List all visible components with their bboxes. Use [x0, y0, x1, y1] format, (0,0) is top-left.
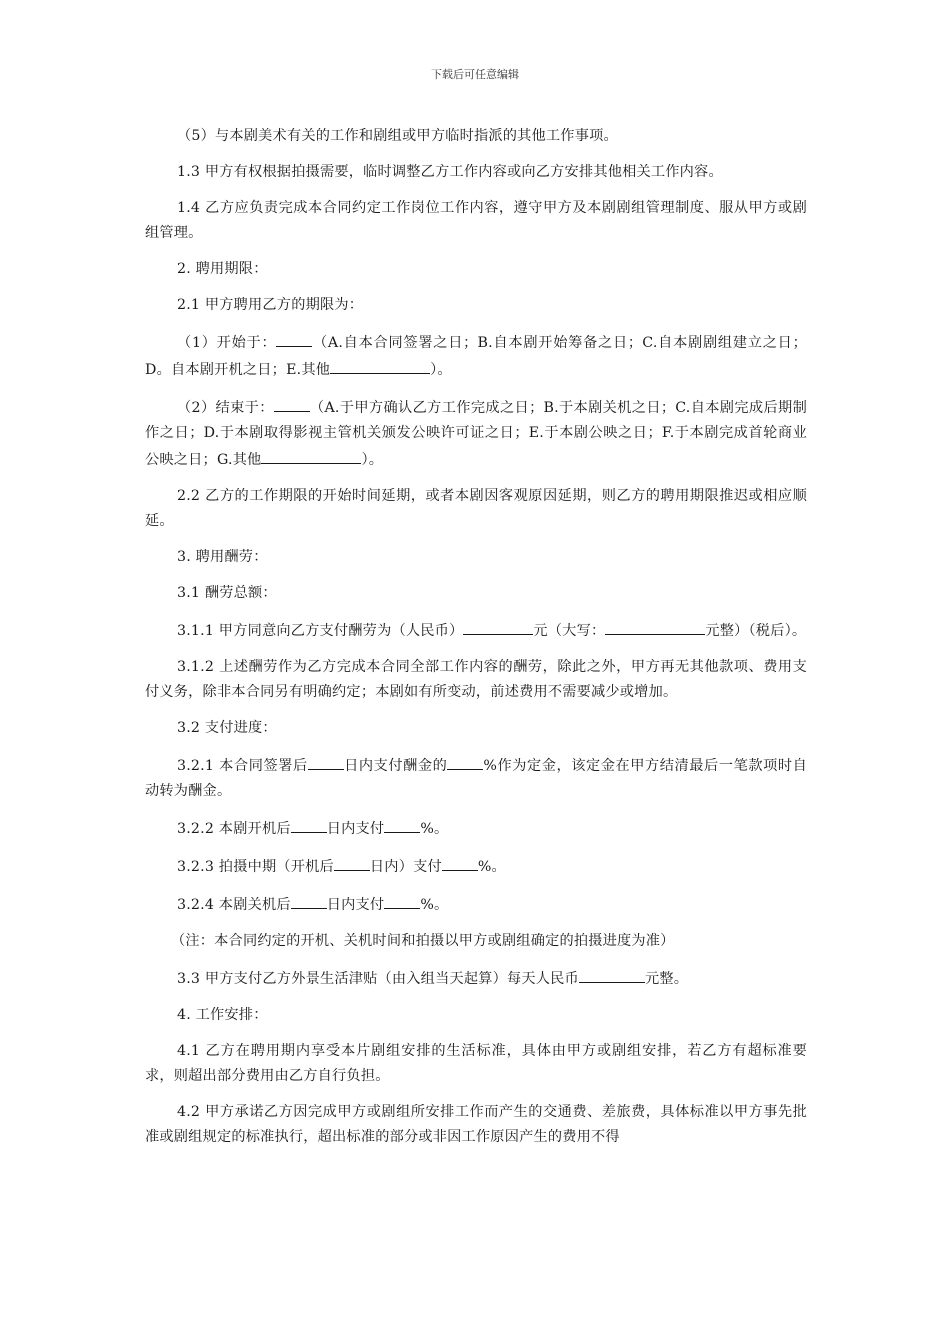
- fill-blank: [291, 891, 327, 909]
- text: 日内支付酬金的: [343, 758, 448, 774]
- text: （2）结束于：: [177, 400, 274, 416]
- paragraph: 3.1 酬劳总额：: [177, 585, 277, 601]
- paragraph-fee: [145, 617, 807, 644]
- fill-blank: [276, 329, 312, 347]
- paragraph: 1.3 甲方有权根据拍摄需要，临时调整乙方工作内容或向乙方安排其他相关工作内容。: [177, 164, 723, 180]
- fill-blank: [291, 815, 327, 833]
- fill-blank: [463, 617, 533, 635]
- text: 日内）支付: [369, 859, 442, 875]
- text: 日内支付: [326, 821, 385, 837]
- text: ）。: [361, 452, 384, 468]
- text: %作为定金，该定金在甲方结清最后一笔款项时自动转为酬金。: [145, 758, 807, 799]
- note: （注：本合同约定的开机、关机时间和拍摄以甲方或剧组确定的拍摄进度为准）: [171, 933, 675, 949]
- text: %。: [420, 821, 449, 837]
- text: （1）开始于：: [177, 335, 277, 351]
- paragraph-payment-2: [145, 815, 807, 842]
- text: （A.自本合同签署之日；B.自本剧开始筹备之日；C.自本剧剧组建立之日；D。自本剧开机之日；E.其他: [145, 335, 807, 378]
- section-heading: 4. 工作安排：: [177, 1007, 268, 1023]
- text: 日内支付: [326, 897, 385, 913]
- text: 3.2.3 拍摄中期（开机后: [177, 859, 334, 875]
- paragraph-payment-4: [145, 891, 807, 918]
- fill-blank: [384, 815, 420, 833]
- paragraph: 2.1 甲方聘用乙方的期限为：: [177, 297, 364, 313]
- fill-blank: [308, 752, 344, 770]
- paragraph: （5）与本剧美术有关的工作和剧组或甲方临时指派的其他工作事项。: [177, 128, 618, 144]
- text: %。: [420, 897, 449, 913]
- section-heading: 3. 聘用酬劳：: [177, 549, 268, 565]
- fill-blank: [442, 853, 478, 871]
- text: 3.2.4 本剧关机后: [177, 897, 291, 913]
- text: ）。: [430, 362, 452, 378]
- fill-blank: [330, 356, 430, 374]
- paragraph-payment-3: [145, 853, 807, 880]
- text: 元（大写：: [533, 623, 606, 639]
- paragraph-allowance: [145, 965, 807, 992]
- contract-body: [145, 124, 807, 1161]
- text: 元整。: [644, 971, 689, 987]
- paragraph: 1.4 乙方应负责完成本合同约定工作岗位工作内容，遵守甲方及本剧剧组管理制度、服从甲方或剧组管理。: [145, 200, 807, 241]
- text: 3.2.1 本合同签署后: [177, 758, 308, 774]
- paragraph: 4.2 甲方承诺乙方因完成甲方或剧组所安排工作而产生的交通费、差旅费，具体标准以甲方事先批准或剧组规定的标准执行，超出标准的部分或非因工作原因产生的费用不得: [145, 1104, 807, 1145]
- fill-blank: [274, 394, 310, 412]
- text: %。: [477, 859, 506, 875]
- paragraph-start-date: [145, 329, 807, 383]
- fill-blank: [579, 965, 645, 983]
- page-header: 下载后可任意编辑: [431, 68, 519, 81]
- paragraph-end-date: [145, 394, 807, 473]
- paragraph-payment-1: [145, 752, 807, 804]
- paragraph: 3.2 支付进度：: [177, 720, 277, 736]
- fill-blank: [334, 853, 370, 871]
- text: 3.1.1 甲方同意向乙方支付酬劳为（人民币）: [177, 623, 464, 639]
- fill-blank: [447, 752, 483, 770]
- fill-blank: [384, 891, 420, 909]
- paragraph: 2.2 乙方的工作期限的开始时间延期，或者本剧因客观原因延期，则乙方的聘用期限推迟或相应顺延。: [145, 488, 807, 529]
- text: 元整）（税后）。: [705, 623, 807, 639]
- section-heading: 2. 聘用期限：: [177, 261, 268, 277]
- fill-blank: [605, 617, 705, 635]
- text: 3.3 甲方支付乙方外景生活津贴（由入组当天起算）每天人民币: [177, 971, 579, 987]
- fill-blank: [261, 446, 361, 464]
- text: （A.于甲方确认乙方工作完成之日；B.于本剧关机之日；C.自本剧完成后期制作之日；D.于本剧取得影视主管机关颁发公映许可证之日；E.于本剧公映之日；F.于本剧完成首轮商业公映之日；G.其他: [145, 400, 807, 468]
- paragraph: 4.1 乙方在聘用期内享受本片剧组安排的生活标准，具体由甲方或剧组安排，若乙方有超标准要求，则超出部分费用由乙方自行负担。: [145, 1043, 807, 1084]
- paragraph: 3.1.2 上述酬劳作为乙方完成本合同全部工作内容的酬劳，除此之外，甲方再无其他款项、费用支付义务，除非本合同另有明确约定；本剧如有所变动，前述费用不需要减少或增加。: [145, 659, 807, 700]
- text: 3.2.2 本剧开机后: [177, 821, 291, 837]
